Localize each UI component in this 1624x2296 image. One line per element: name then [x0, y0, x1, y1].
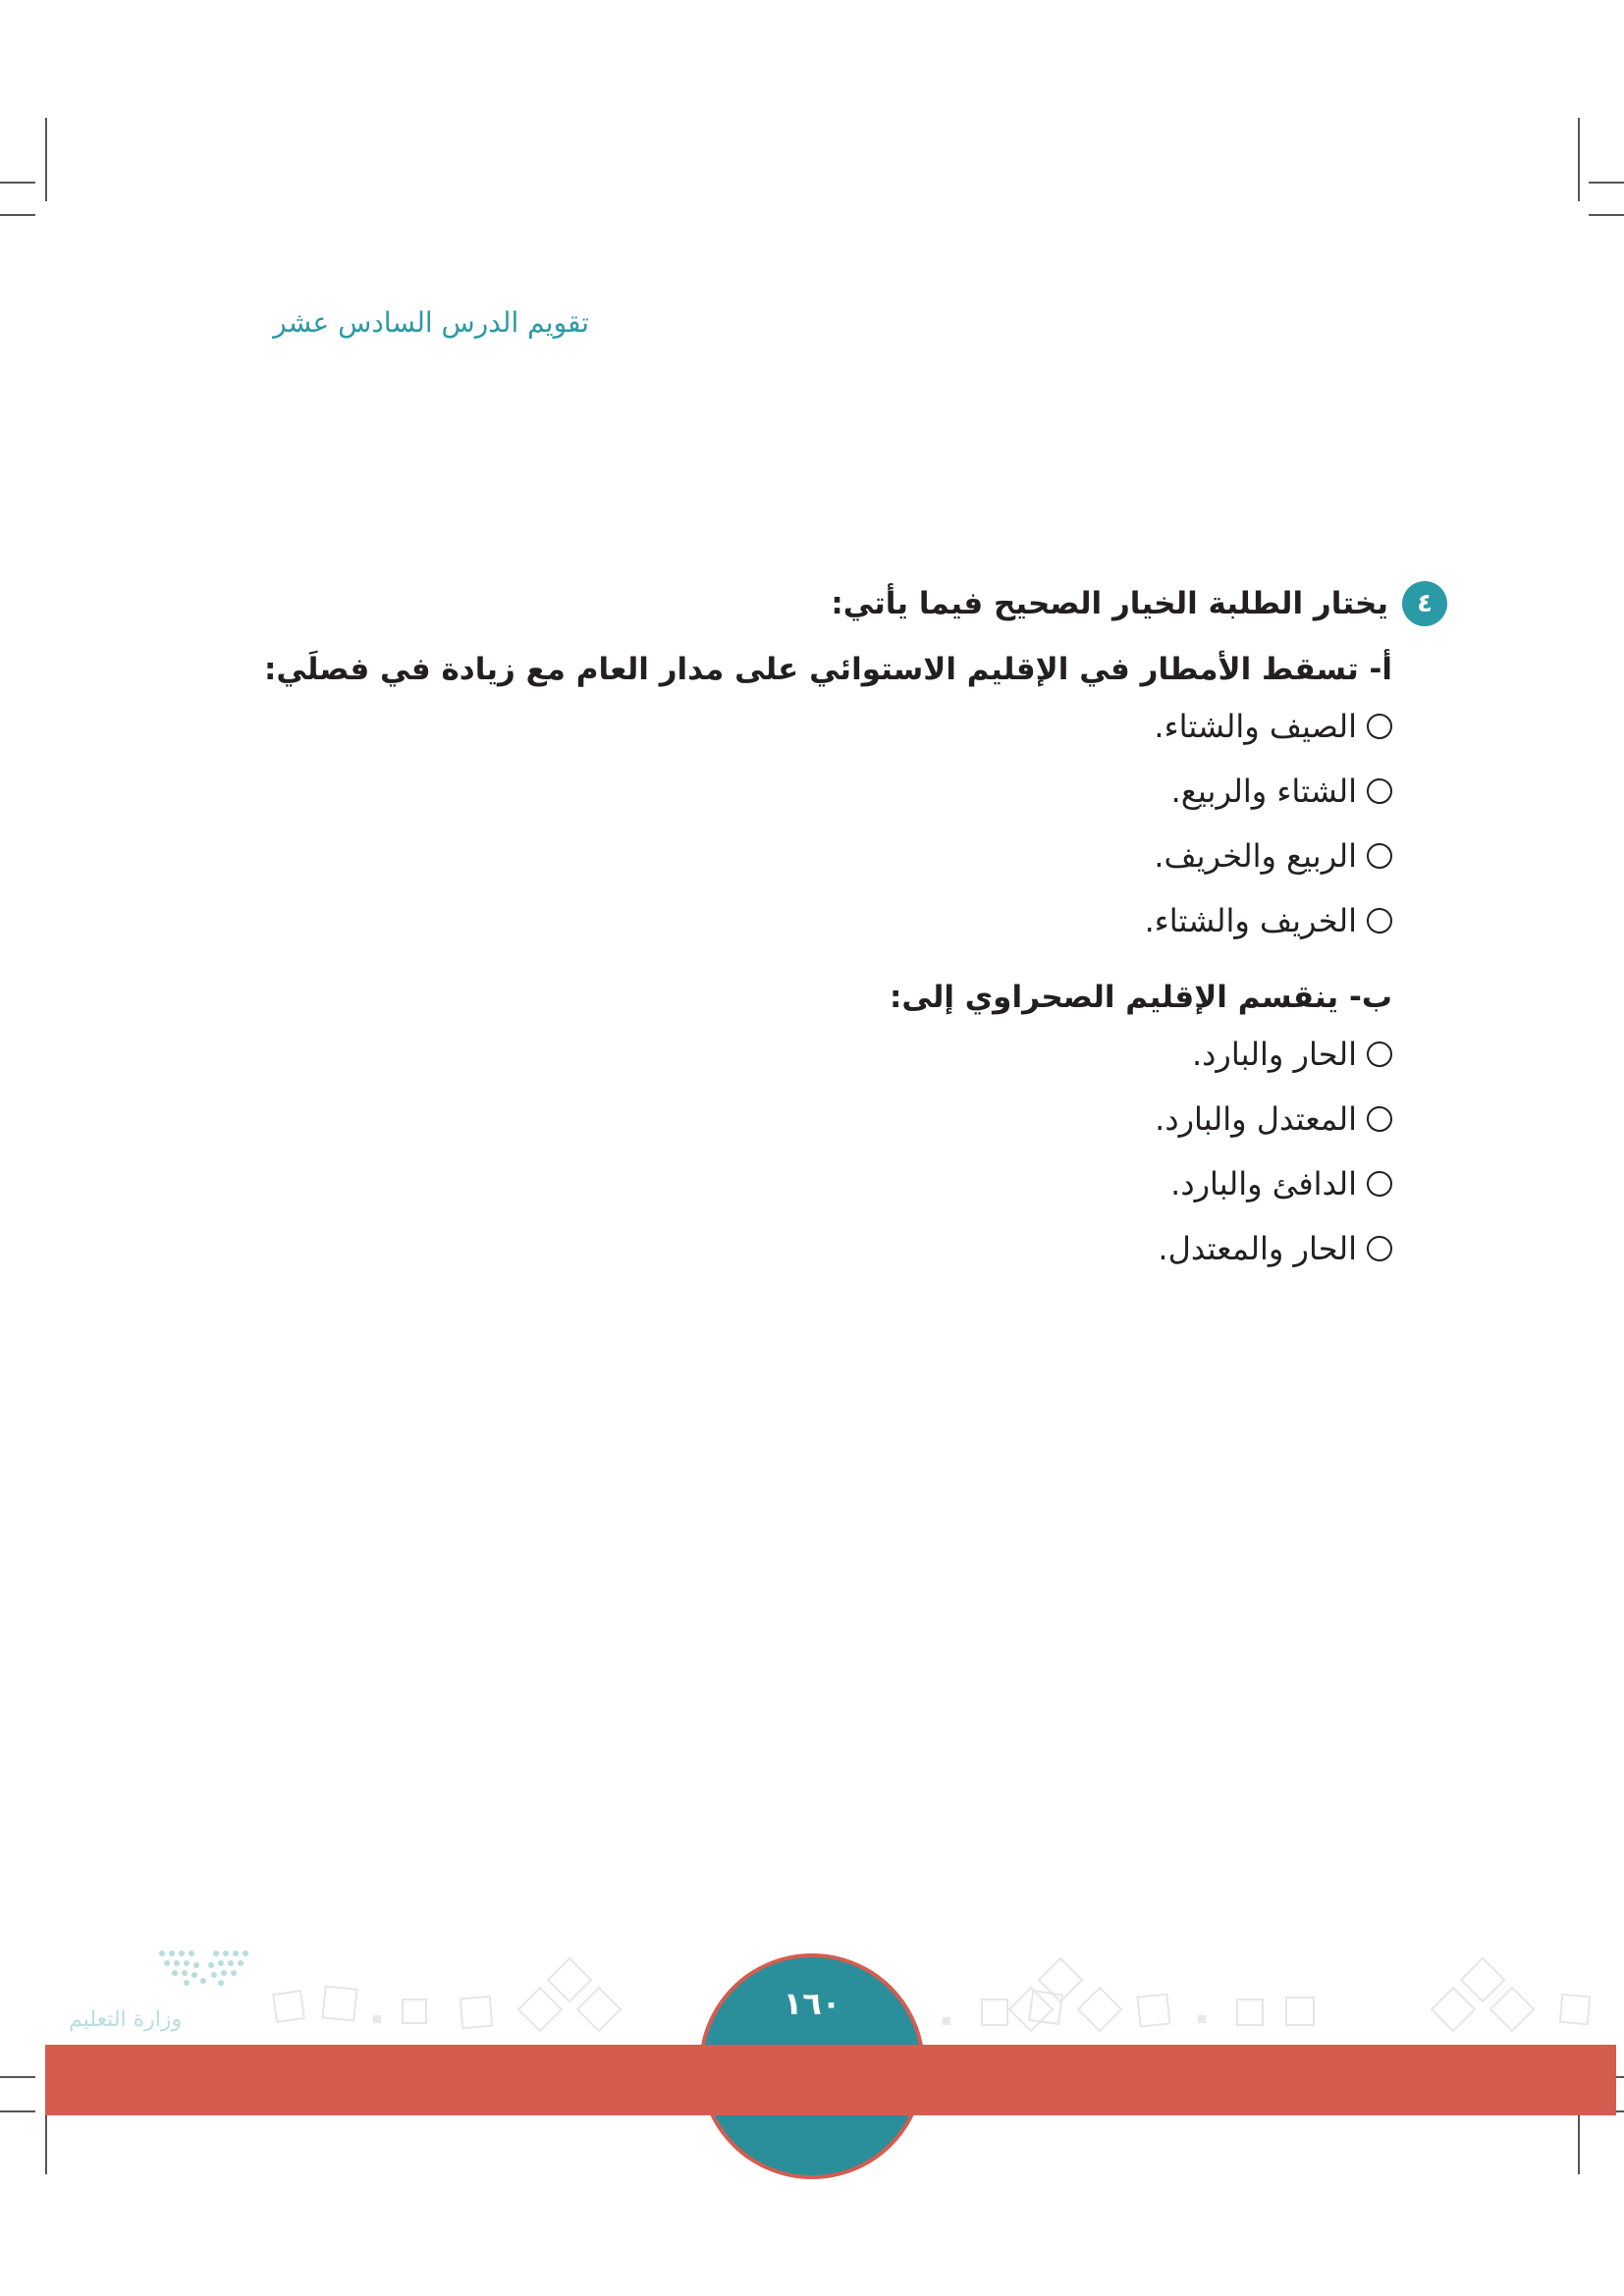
crop-mark	[45, 118, 47, 201]
option-b1[interactable]: الحار والبارد.	[220, 1033, 1392, 1076]
part-a-label: أ- تسقط الأمطار في الإقليم الاستوائي على مدار العام مع زيادة في فصلَي:	[264, 652, 1392, 687]
radio-circle-icon[interactable]	[1367, 1106, 1392, 1132]
question-block	[220, 581, 1447, 1292]
crop-mark	[1578, 2115, 1580, 2174]
crop-mark	[0, 2110, 35, 2112]
option-a2[interactable]: الشتاء والربيع.	[220, 770, 1392, 813]
crop-mark	[0, 214, 35, 216]
crop-mark	[1589, 214, 1624, 216]
option-a1[interactable]: الصيف والشتاء.	[220, 705, 1392, 748]
radio-circle-icon[interactable]	[1367, 714, 1392, 739]
ministry-logo-text: وزارة التعليم	[69, 2007, 183, 2032]
option-a3[interactable]: الربيع والخريف.	[220, 834, 1392, 878]
radio-circle-icon[interactable]	[1367, 843, 1392, 869]
radio-circle-icon[interactable]	[1367, 908, 1392, 934]
part-b-label: ب- ينقسم الإقليم الصحراوي إلى:	[889, 980, 1392, 1015]
radio-circle-icon[interactable]	[1367, 1041, 1392, 1067]
crop-mark	[1589, 182, 1624, 184]
option-a4[interactable]: الخريف والشتاء.	[220, 899, 1392, 942]
question-header	[220, 581, 1447, 626]
radio-circle-icon[interactable]	[1367, 1236, 1392, 1261]
question-text: يختار الطلبة الخيار الصحيح فيما يأتي:	[831, 586, 1388, 621]
option-b2[interactable]: المعتدل والبارد.	[220, 1097, 1392, 1141]
crop-mark	[45, 2115, 47, 2174]
footer-pattern	[255, 1939, 1610, 2045]
page-number: ١٦٠	[783, 1985, 841, 2022]
radio-circle-icon[interactable]	[1367, 1171, 1392, 1197]
question-number-badge: ٤	[1402, 581, 1447, 626]
option-b3[interactable]: الدافئ والبارد.	[220, 1162, 1392, 1205]
footer-bar-overlay	[699, 2045, 925, 2115]
crop-mark	[0, 2076, 35, 2078]
option-b4[interactable]: الحار والمعتدل.	[220, 1227, 1392, 1270]
lesson-title: تقويم الدرس السادس عشر	[273, 306, 589, 339]
radio-circle-icon[interactable]	[1367, 778, 1392, 804]
crop-mark	[1578, 118, 1580, 201]
crop-mark	[0, 182, 35, 184]
